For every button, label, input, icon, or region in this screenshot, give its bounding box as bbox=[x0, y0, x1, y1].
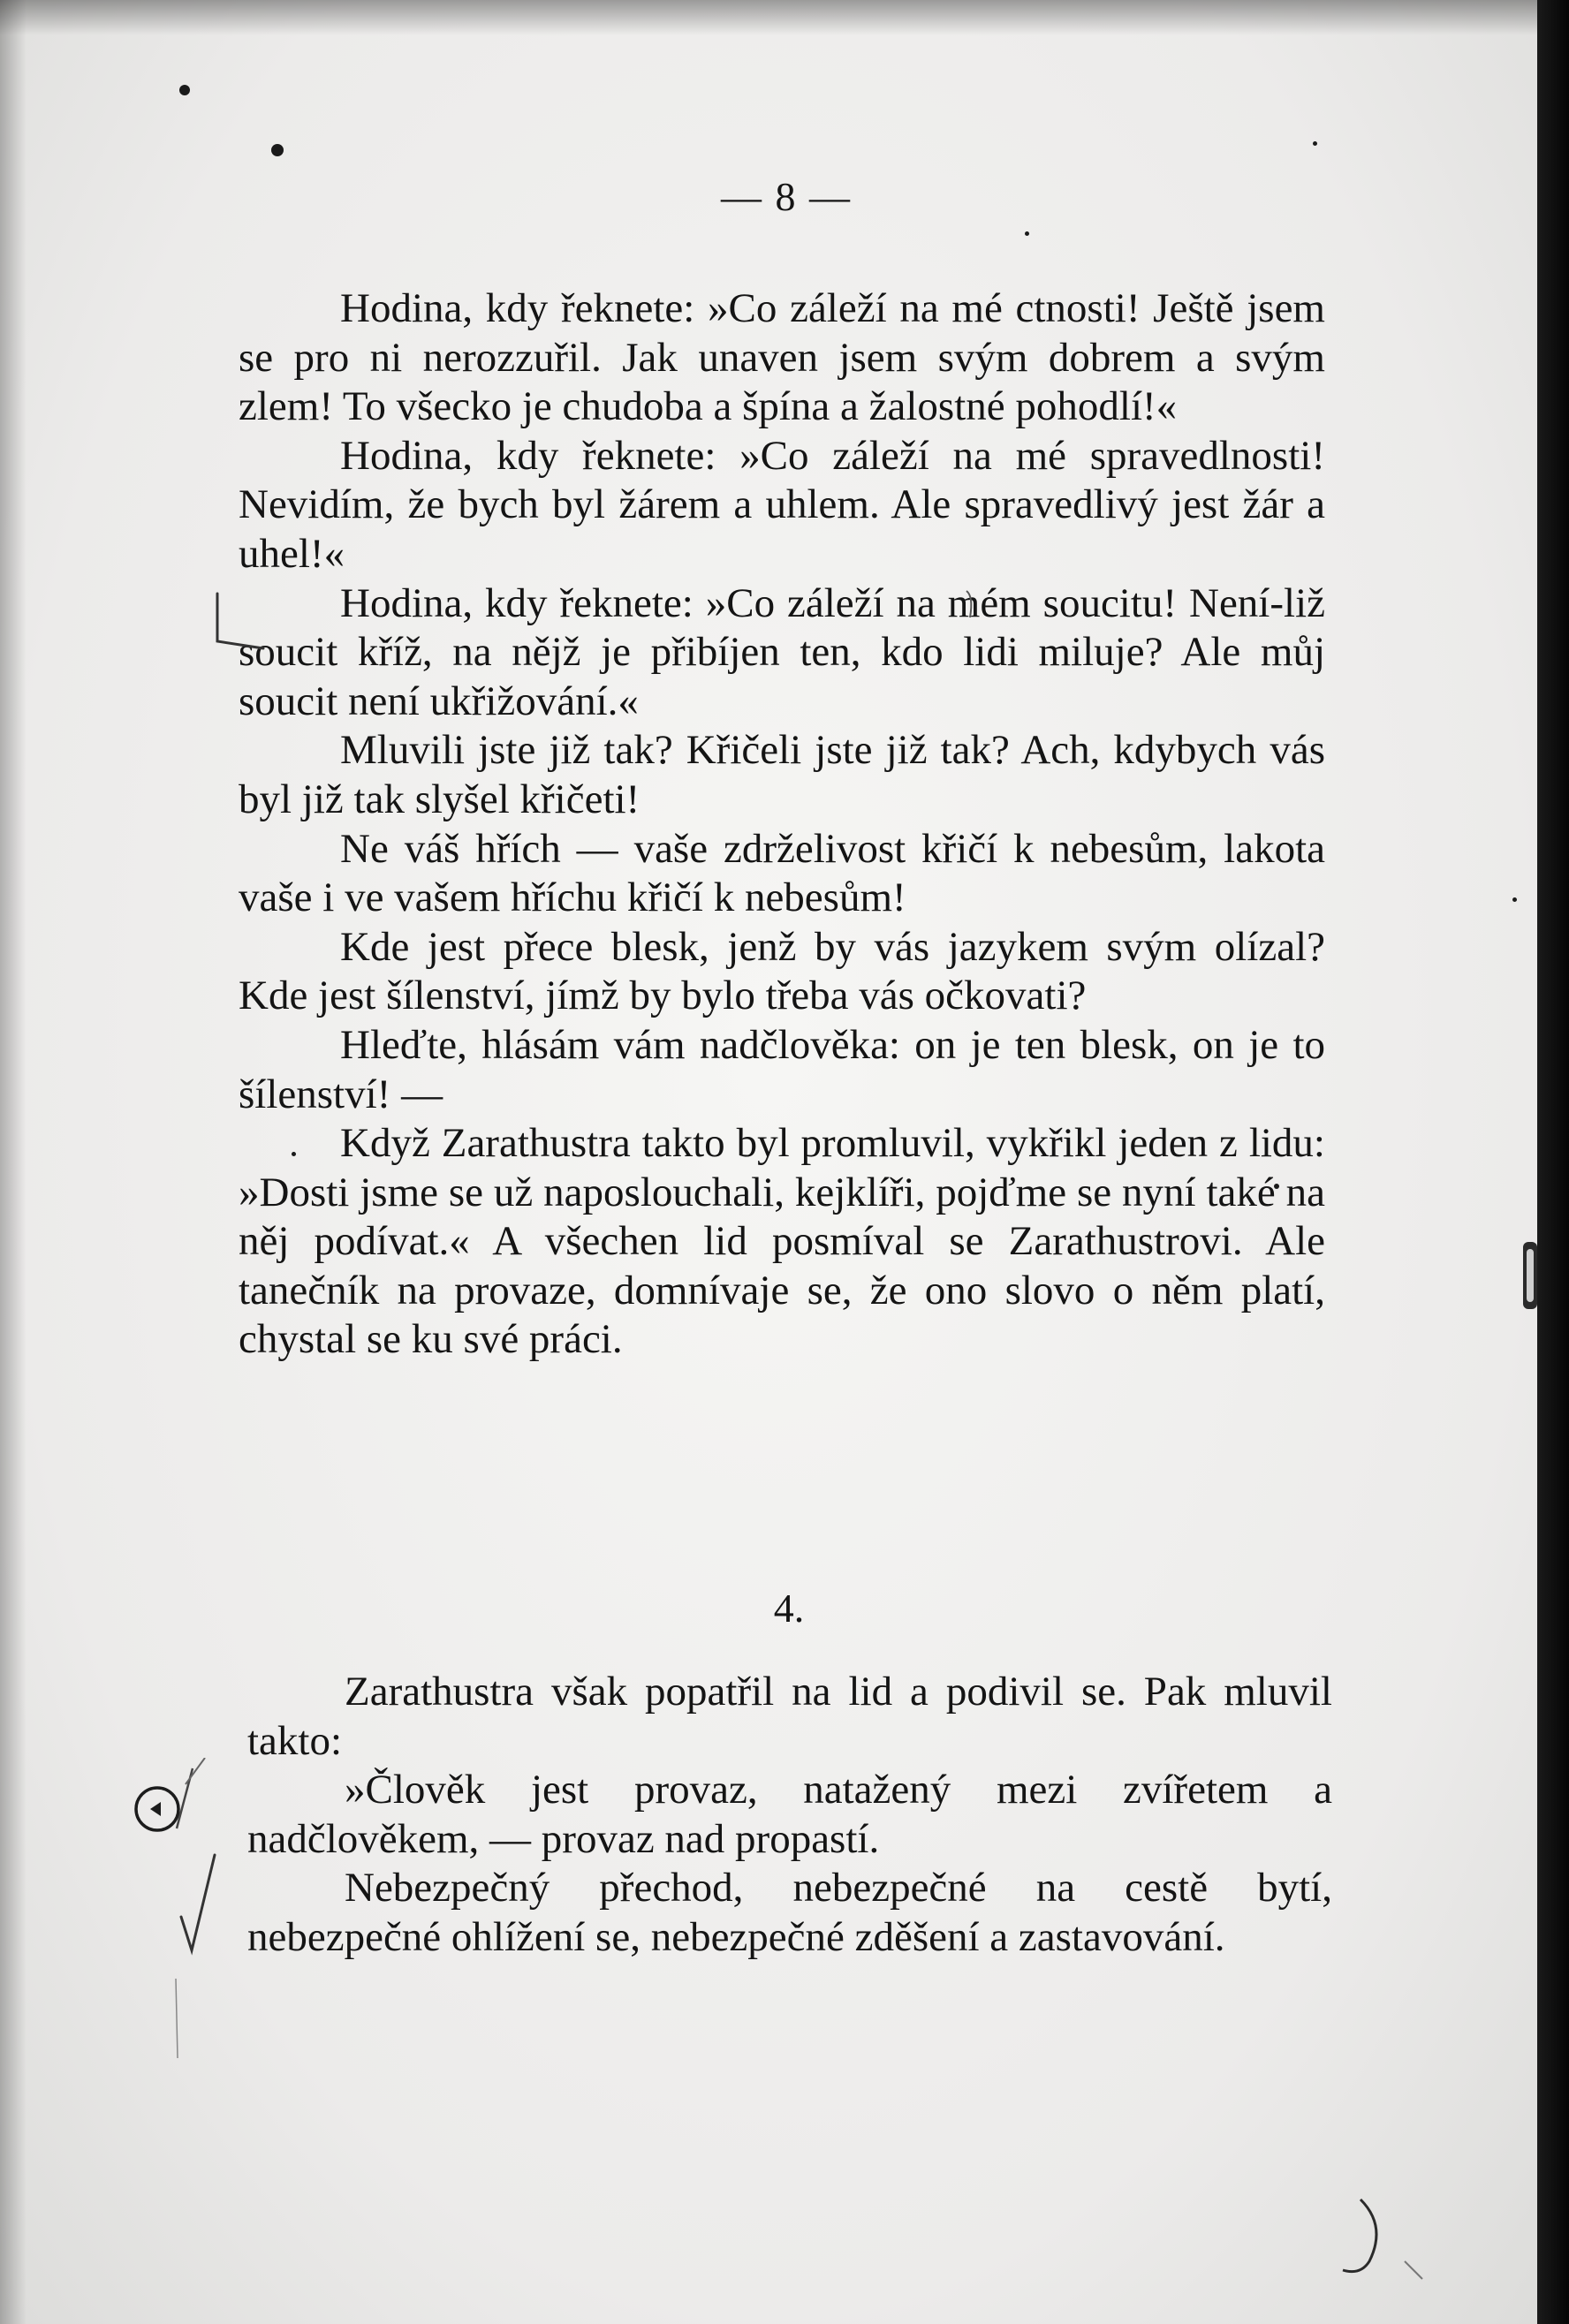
paragraph: Hodina, kdy řeknete: »Co záleží na mém soucitu! Není-liž soucit kříž, na nějž je přibíjen ten, kdo lidi miluje? Ale můj soucit není ukřižování.« bbox=[239, 579, 1325, 724]
paragraph: Hleďte, hlásám vám nadčlověka: on je ten blesk, on je to šílenství! — bbox=[239, 1021, 1325, 1117]
page-number: — 8 — bbox=[721, 174, 852, 219]
speck bbox=[1512, 897, 1517, 902]
text-block-bottom bbox=[247, 1668, 1332, 1963]
scan-background-edge bbox=[1537, 0, 1569, 2324]
paragraph: Ne váš hřích — vaše zdrželivost křičí k nebesům, lakota vaše i ve vašem hříchu křičí k nebesům! bbox=[239, 825, 1325, 921]
paragraph: Mluvili jste již tak? Křičeli jste již tak? Ach, kdybych vás byl již tak slyšel křičeti! bbox=[239, 727, 1325, 822]
margin-check-mark bbox=[172, 1837, 243, 2067]
paragraph: Zarathustra však popatřil na lid a podivil se. Pak mluvil takto: bbox=[247, 1669, 1332, 1764]
section-heading: 4. bbox=[773, 1586, 805, 1631]
text-block-top bbox=[239, 284, 1325, 1365]
speck bbox=[1313, 141, 1317, 146]
paragraph: »Člověk jest provaz, natažený mezi zvířetem a nadčlověkem, — provaz nad propastí. bbox=[247, 1767, 1332, 1862]
paragraph: Nebezpečný přechod, nebezpečné na cestě bytí, nebezpečné ohlížení se, nebezpečné zděšení a zastavování. bbox=[247, 1865, 1332, 1960]
speck bbox=[1025, 231, 1029, 236]
page-left-shadow bbox=[0, 0, 27, 2324]
speck bbox=[179, 85, 190, 95]
page-top-shadow bbox=[0, 0, 1537, 35]
paragraph: Hodina, kdy řeknete: »Co záleží na mé ctnosti! Ještě jsem se pro ni nerozzuřil. Jak unaven jsem svým dobrem a svým zlem! To všecko je chudoba a špína a žalostné pohodlí!« bbox=[239, 285, 1325, 430]
speck bbox=[271, 144, 284, 156]
pencil-scribble-mark bbox=[1325, 2182, 1431, 2288]
paragraph: Kde jest přece blesk, jenž by vás jazykem svým olízal? Kde jest šílenství, jímž by bylo třeba vás očkovati? bbox=[239, 923, 1325, 1019]
paragraph: Když Zarathustra takto byl promluvil, vykřikl jeden z lidu: »Dosti jsme se už naposlouchali, kejklíři, pojďme se nyní také na něj podívat.« A všechen lid posmíval se Zarathustrovi. Ale tanečník na provaze, domnívaje se, že ono slovo o něm platí, chystal se ku své práci. bbox=[239, 1120, 1325, 1363]
paragraph: Hodina, kdy řeknete: »Co záleží na mé spravedlnosti! Nevidím, že bych byl žárem a uhlem. Ale spravedlivý jest žár a uhel!« bbox=[239, 432, 1325, 577]
margin-circle-mark bbox=[124, 1758, 230, 1890]
